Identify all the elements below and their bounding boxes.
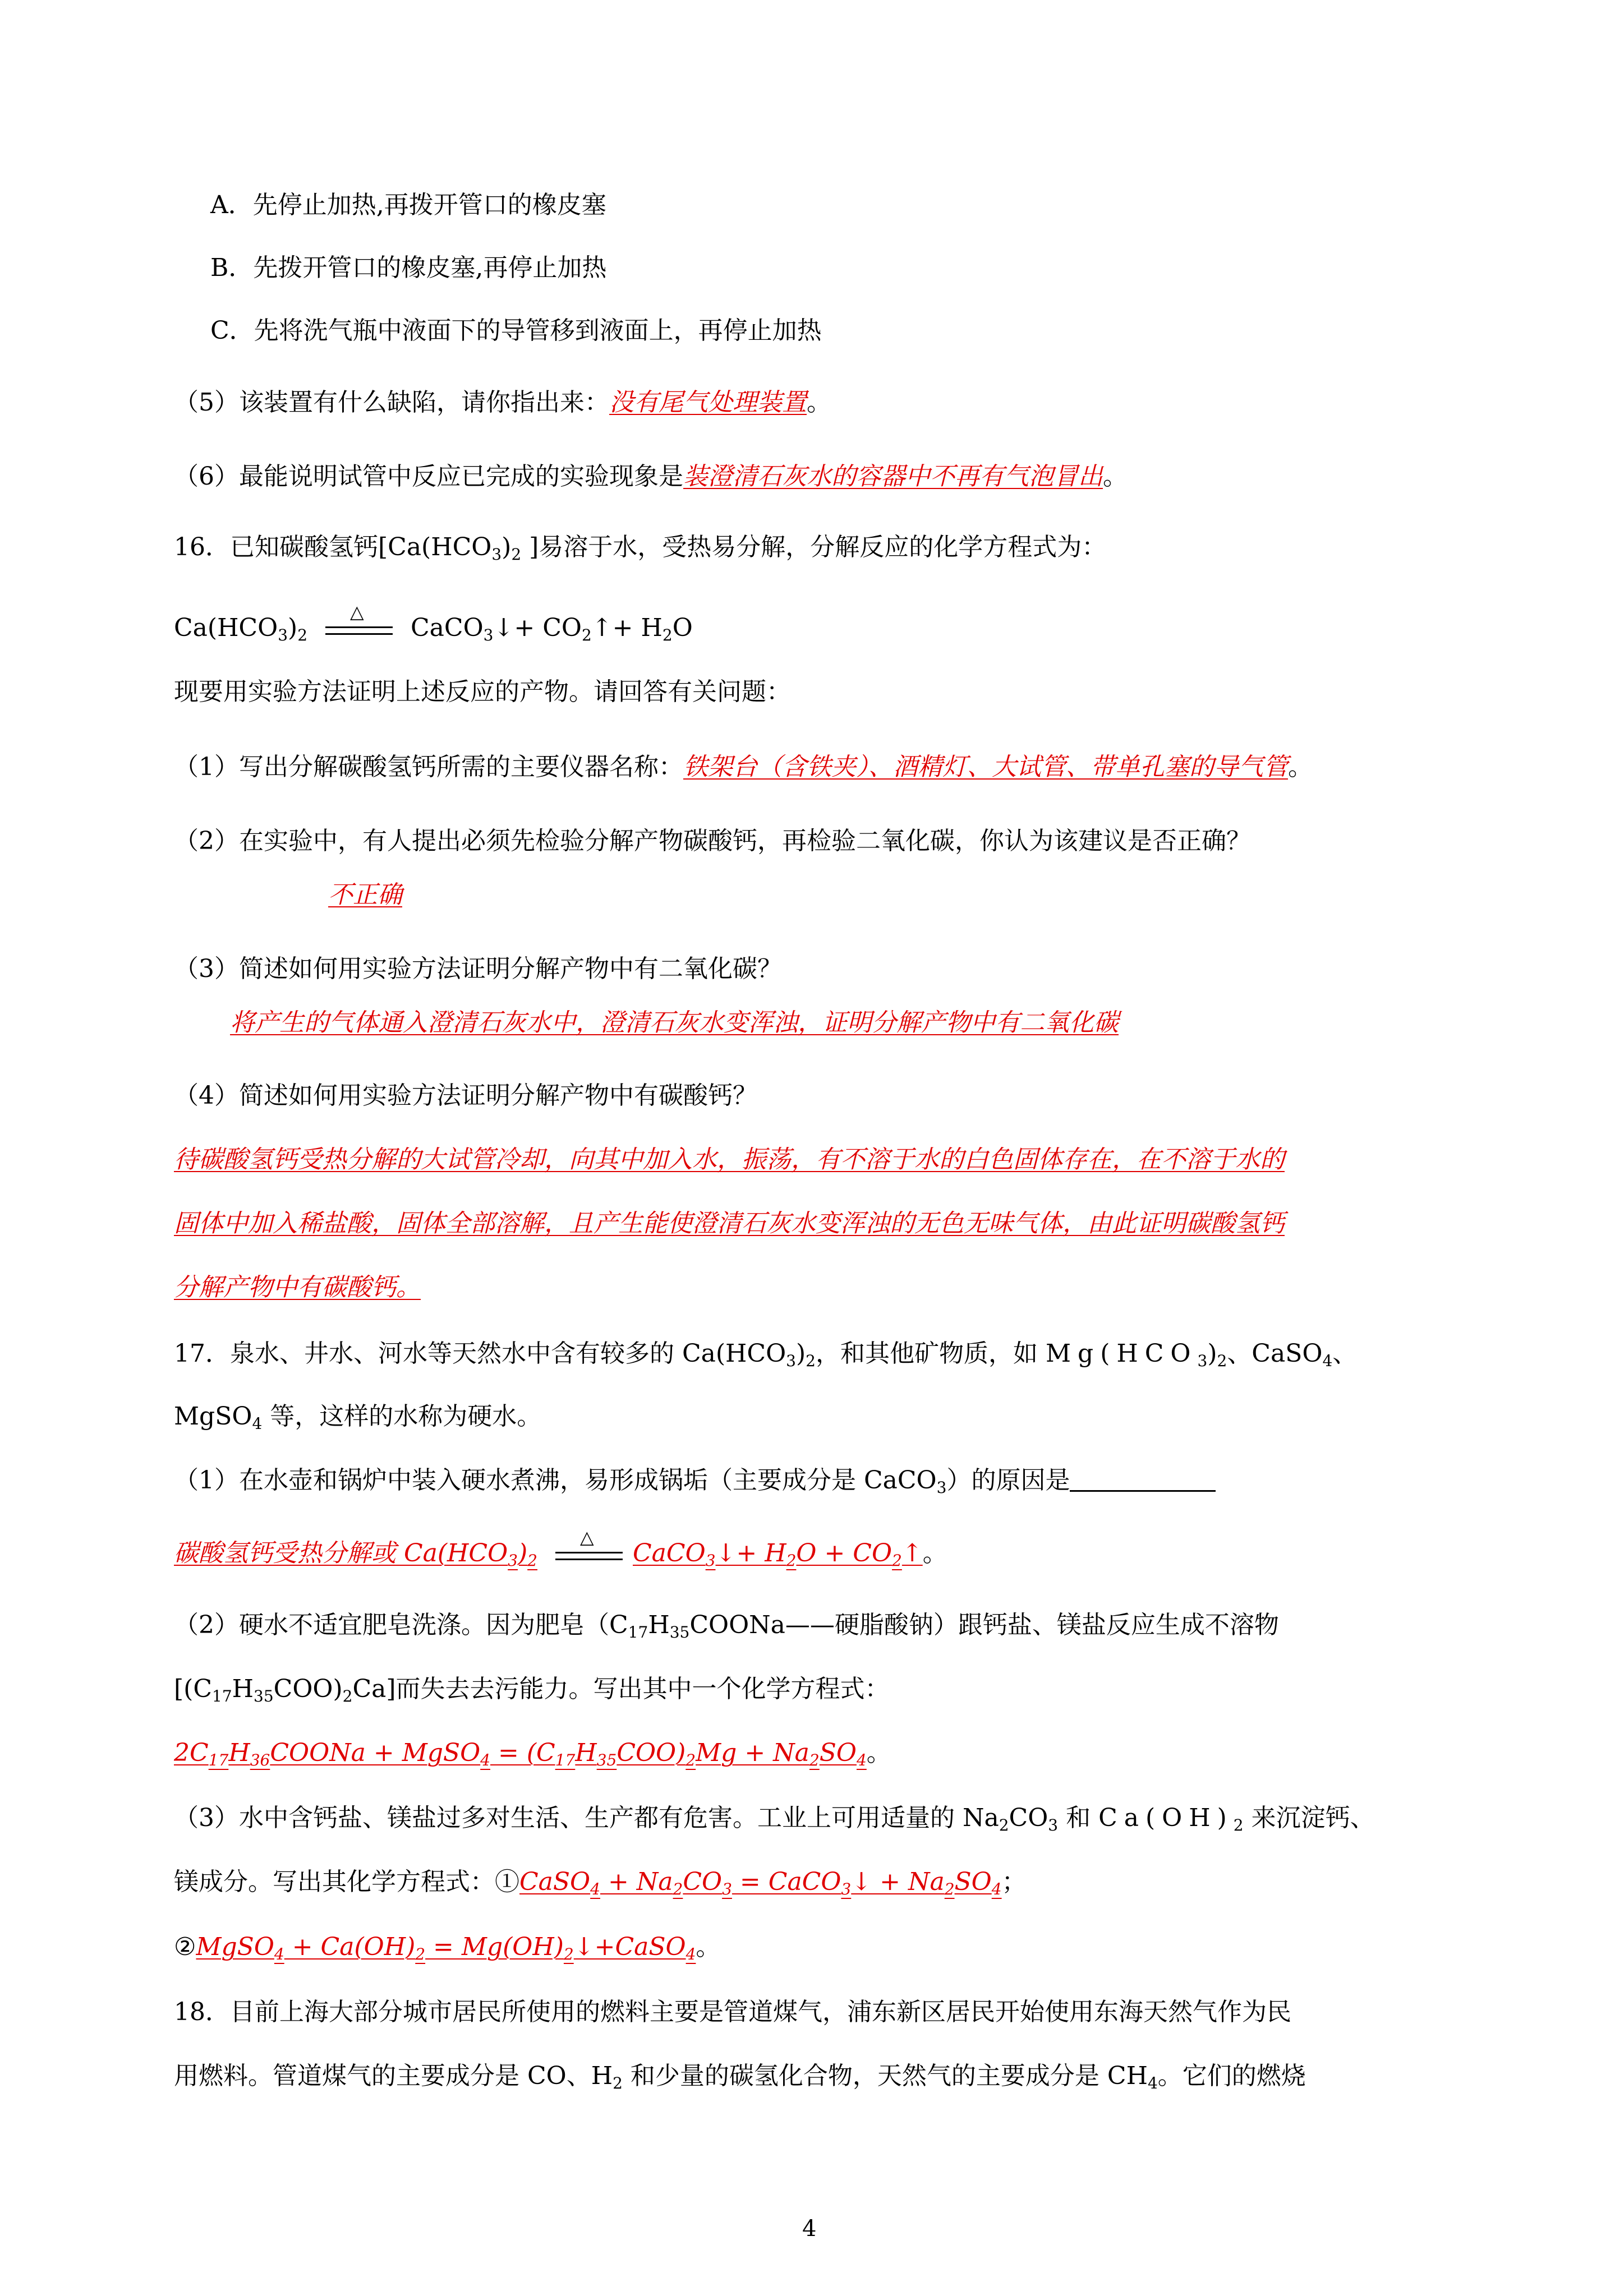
text: ↑+ H [591, 614, 663, 642]
question-6-end: 。 [1103, 462, 1128, 491]
question-17-part-2-line-1 [174, 1610, 1279, 1641]
answer-text: 2C [174, 1739, 209, 1767]
subscript: 17 [555, 1751, 576, 1769]
subscript: 2 [662, 626, 673, 644]
question-16-part-1 [174, 751, 1313, 783]
subscript: 2 [809, 1751, 820, 1769]
text: Ca(HCO [174, 614, 278, 642]
question-16-part-2-answer [328, 879, 402, 911]
subscript: 4 [480, 1751, 490, 1769]
subscript: 4 [252, 1414, 263, 1433]
subscript: 35 [254, 1687, 274, 1705]
subscript: 35 [596, 1751, 617, 1769]
answer-text: ↓+CaSO [573, 1933, 686, 1961]
subscript: 3 [705, 1551, 716, 1570]
question-6-answer: 装澄清石灰水的容器中不再有气泡冒出 [683, 462, 1103, 491]
text: 。 [696, 1933, 721, 1961]
answer-text: SO [819, 1739, 857, 1767]
subscript: 3 [786, 1352, 796, 1370]
subscript: 4 [1147, 2074, 1158, 2092]
question-17-intro-line-1 [174, 1338, 1357, 1370]
heating-condition [555, 1526, 623, 1566]
subscript: 3 [841, 1880, 852, 1898]
answer-text: ↓ + Na [851, 1868, 945, 1896]
text: 、CaSO [1227, 1339, 1323, 1368]
question-16-intro [174, 532, 1106, 563]
subscript: 35 [669, 1623, 690, 1642]
answer-text: + Ca(OH) [284, 1933, 416, 1961]
answer-text: 固体中加入稀盐酸，固体全部溶解，且产生能使澄清石灰水变浑浊的无色无味气体，由此证明碳酸氢钙 [174, 1209, 1285, 1238]
text: 。 [1288, 753, 1313, 781]
subscript: 4 [590, 1880, 600, 1898]
question-17-part-3-line-1 [174, 1802, 1375, 1834]
subscript: 2 [527, 1551, 537, 1570]
answer-text: 碳酸氢钙受热分解或 Ca(HCO [174, 1539, 508, 1567]
text: CO [1009, 1804, 1048, 1832]
option-a: A．先停止加热,再拨开管口的橡皮塞 [210, 191, 606, 219]
question-16-part-4-answer-line-2 [174, 1208, 1285, 1239]
text: Ca]而失去去污能力。写出其中一个化学方程式： [352, 1675, 890, 1703]
subscript: 2 [1217, 1352, 1227, 1370]
heat-triangle-icon: △ [580, 1526, 594, 1548]
subscript: 3 [936, 1478, 947, 1497]
subscript: 2 [999, 1816, 1009, 1834]
text: ) [502, 533, 512, 561]
question-16-equation [174, 601, 693, 644]
subscript: 2 [944, 1880, 955, 1898]
subscript: 2 [297, 626, 308, 644]
text: （2）硬水不适宜肥皂洗涤。因为肥皂（C [174, 1611, 628, 1639]
text: 用燃料。管道煤气的主要成分是 CO、H [174, 2062, 613, 2090]
question-17-part-1-answer [174, 1526, 947, 1570]
subscript: 4 [1322, 1352, 1333, 1370]
question-16-part-3-answer [230, 1007, 1119, 1039]
text: Ca(OH) [1098, 1804, 1234, 1832]
text: ) [1207, 1339, 1217, 1368]
question-17-part-1 [174, 1465, 1216, 1496]
question-16-part-1-answer: 铁架台（含铁夹）、酒精灯、大试管、带单孔塞的导气管 [683, 753, 1288, 781]
subscript: 2 [415, 1945, 426, 1963]
question-16-part-4-answer-line-1 [174, 1144, 1285, 1175]
text: H [232, 1675, 254, 1703]
heating-condition [325, 601, 393, 641]
question-16-task: 现要用实验方法证明上述反应的产物。请回答有关问题： [174, 677, 791, 706]
subscript: 3 [722, 1880, 732, 1898]
answer-text: Mg + Na [696, 1739, 809, 1767]
text: CaCO [411, 614, 484, 642]
text: Mg(HCO [1045, 1339, 1198, 1368]
equal-bar [555, 1552, 623, 1553]
question-16-part-4: （4）简述如何用实验方法证明分解产物中有碳酸钙？ [174, 1081, 757, 1110]
text: 16．已知碳酸氢钙[Ca(HCO [174, 533, 492, 561]
question-17-part-2-answer [174, 1737, 891, 1769]
text: （1）写出分解碳酸氢钙所需的主要仪器名称： [174, 753, 683, 781]
equal-bar [555, 1559, 623, 1560]
answer-text: = CaCO [732, 1868, 841, 1896]
answer-text: 将产生的气体通入澄清石灰水中，澄清石灰水变浑浊，证明分解产物中有二氧化碳 [230, 1008, 1119, 1037]
subscript: 3 [483, 626, 494, 644]
subscript: 2 [581, 626, 592, 644]
answer-text: 待碳酸氢钙受热分解的大试管冷却，向其中加入水，振荡，有不溶于水的白色固体存在，在不溶于水的 [174, 1145, 1285, 1174]
text: ) [288, 614, 298, 642]
subscript: 3 [1197, 1352, 1208, 1370]
answer-text: = (C [490, 1739, 555, 1767]
question-5-answer: 没有尾气处理装置 [609, 388, 807, 417]
question-16-part-4-answer-line-3 [174, 1272, 421, 1303]
subscript: 4 [991, 1880, 1002, 1898]
option-c: C．先将洗气瓶中液面下的导管移到液面上，再停止加热 [210, 316, 822, 345]
text: 、 [1332, 1339, 1358, 1368]
subscript: 2 [563, 1945, 574, 1963]
answer-text: CaSO [519, 1868, 591, 1896]
answer-text: + Na [600, 1868, 673, 1896]
question-18-line-2 [174, 2060, 1306, 2092]
question-16-part-2: （2）在实验中，有人提出必须先检验分解产物碳酸钙，再检验二氧化碳，你认为该建议是否正确？ [174, 827, 1251, 855]
text: MgSO [174, 1402, 252, 1431]
question-18-line-1: 18．目前上海大部分城市居民所使用的燃料主要是管道煤气，浦东新区居民开始使用东海天然气作为民 [174, 1998, 1291, 2026]
text: 。它们的燃烧 [1157, 2062, 1306, 2090]
subscript: 2 [511, 545, 522, 564]
equal-bar [325, 626, 393, 628]
subscript: 2 [892, 1551, 902, 1570]
subscript: 2 [686, 1751, 696, 1769]
text: 和少量的碳氢化合物，天然气的主要成分是 CH [622, 2062, 1148, 2090]
subscript: 2 [673, 1880, 683, 1898]
question-17-intro-line-2 [174, 1401, 541, 1432]
subscript: 17 [628, 1623, 648, 1642]
answer-text: = Mg(OH) [425, 1933, 564, 1961]
answer-text: O + CO [796, 1539, 892, 1567]
subscript: 2 [613, 2074, 623, 2092]
subscript: 17 [212, 1687, 232, 1705]
answer-text: SO [954, 1868, 992, 1896]
text: ）的原因是 [946, 1466, 1070, 1495]
question-17-part-2-line-2 [174, 1673, 890, 1705]
text: ) [795, 1339, 806, 1368]
text: ↓+ CO [493, 614, 582, 642]
answer-text: ↑ [901, 1539, 923, 1567]
question-5 [174, 387, 831, 418]
question-5-end: 。 [807, 388, 831, 417]
subscript: 2 [786, 1551, 797, 1570]
answer-text: COONa + MgSO [270, 1739, 481, 1767]
question-5-prompt: （5）该装置有什么缺陷，请你指出来： [174, 388, 609, 417]
subscript: 17 [208, 1751, 229, 1769]
subscript: 4 [686, 1945, 696, 1963]
subscript: 2 [342, 1687, 353, 1705]
subscript: 4 [856, 1751, 867, 1769]
question-16-part-3: （3）简述如何用实验方法证明分解产物中有二氧化碳？ [174, 955, 782, 983]
subscript: 36 [250, 1751, 270, 1769]
heat-triangle-icon: △ [350, 601, 364, 623]
text: 。 [922, 1539, 947, 1567]
text: ，和其他矿物质，如 [815, 1339, 1046, 1368]
answer-blank [1070, 1490, 1216, 1492]
option-b: B．先拨开管口的橡皮塞,再停止加热 [210, 253, 607, 282]
answer-text: CO [683, 1868, 723, 1896]
text: 来沉淀钙、 [1243, 1804, 1375, 1832]
text: ]易溶于水，受热易分解，分解反应的化学方程式为： [521, 533, 1107, 561]
question-6 [174, 461, 1128, 492]
answer-text: H [575, 1739, 597, 1767]
text: （1）在水壶和锅炉中装入硬水煮沸，易形成锅垢（主要成分是 CaCO [174, 1466, 937, 1495]
text: [(C [174, 1675, 212, 1703]
answer-text: MgSO [196, 1933, 274, 1961]
subscript: 4 [274, 1945, 284, 1963]
text: ； [1001, 1868, 1027, 1896]
question-6-prompt: （6）最能说明试管中反应已完成的实验现象是 [174, 462, 683, 491]
page-number: 4 [802, 2216, 817, 2242]
text: 和 [1058, 1804, 1099, 1832]
answer-text: CaCO [633, 1539, 706, 1567]
answer-text: COO) [617, 1739, 686, 1767]
text: 。 [866, 1739, 891, 1767]
subscript: 3 [508, 1551, 518, 1570]
text: 镁成分。写出其化学方程式：① [174, 1868, 519, 1896]
text: H [648, 1611, 670, 1639]
answer-text: ) [518, 1539, 528, 1567]
text: O [672, 614, 693, 642]
subscript: 3 [1048, 1816, 1059, 1834]
subscript: 2 [1233, 1816, 1244, 1834]
text: COO) [273, 1675, 343, 1703]
text: 等，这样的水称为硬水。 [262, 1402, 542, 1431]
text: ② [174, 1933, 196, 1961]
text: 17．泉水、井水、河水等天然水中含有较多的 Ca(HCO [174, 1339, 786, 1368]
equal-bar [325, 633, 393, 635]
subscript: 2 [806, 1352, 816, 1370]
subscript: 3 [278, 626, 288, 644]
answer-text: 分解产物中有碳酸钙。 [174, 1273, 421, 1302]
text: COONa——硬脂酸钠）跟钙盐、镁盐反应生成不溶物 [689, 1611, 1279, 1639]
question-17-part-3-line-3 [174, 1931, 720, 1963]
question-17-part-3-line-2 [174, 1866, 1027, 1898]
text: （3）水中含钙盐、镁盐过多对生活、生产都有危害。工业上可用适量的 Na [174, 1804, 999, 1832]
answer-text: H [228, 1739, 250, 1767]
answer-text: 不正确 [328, 880, 402, 909]
subscript: 3 [491, 545, 502, 564]
answer-text: ↓+ H [715, 1539, 786, 1567]
